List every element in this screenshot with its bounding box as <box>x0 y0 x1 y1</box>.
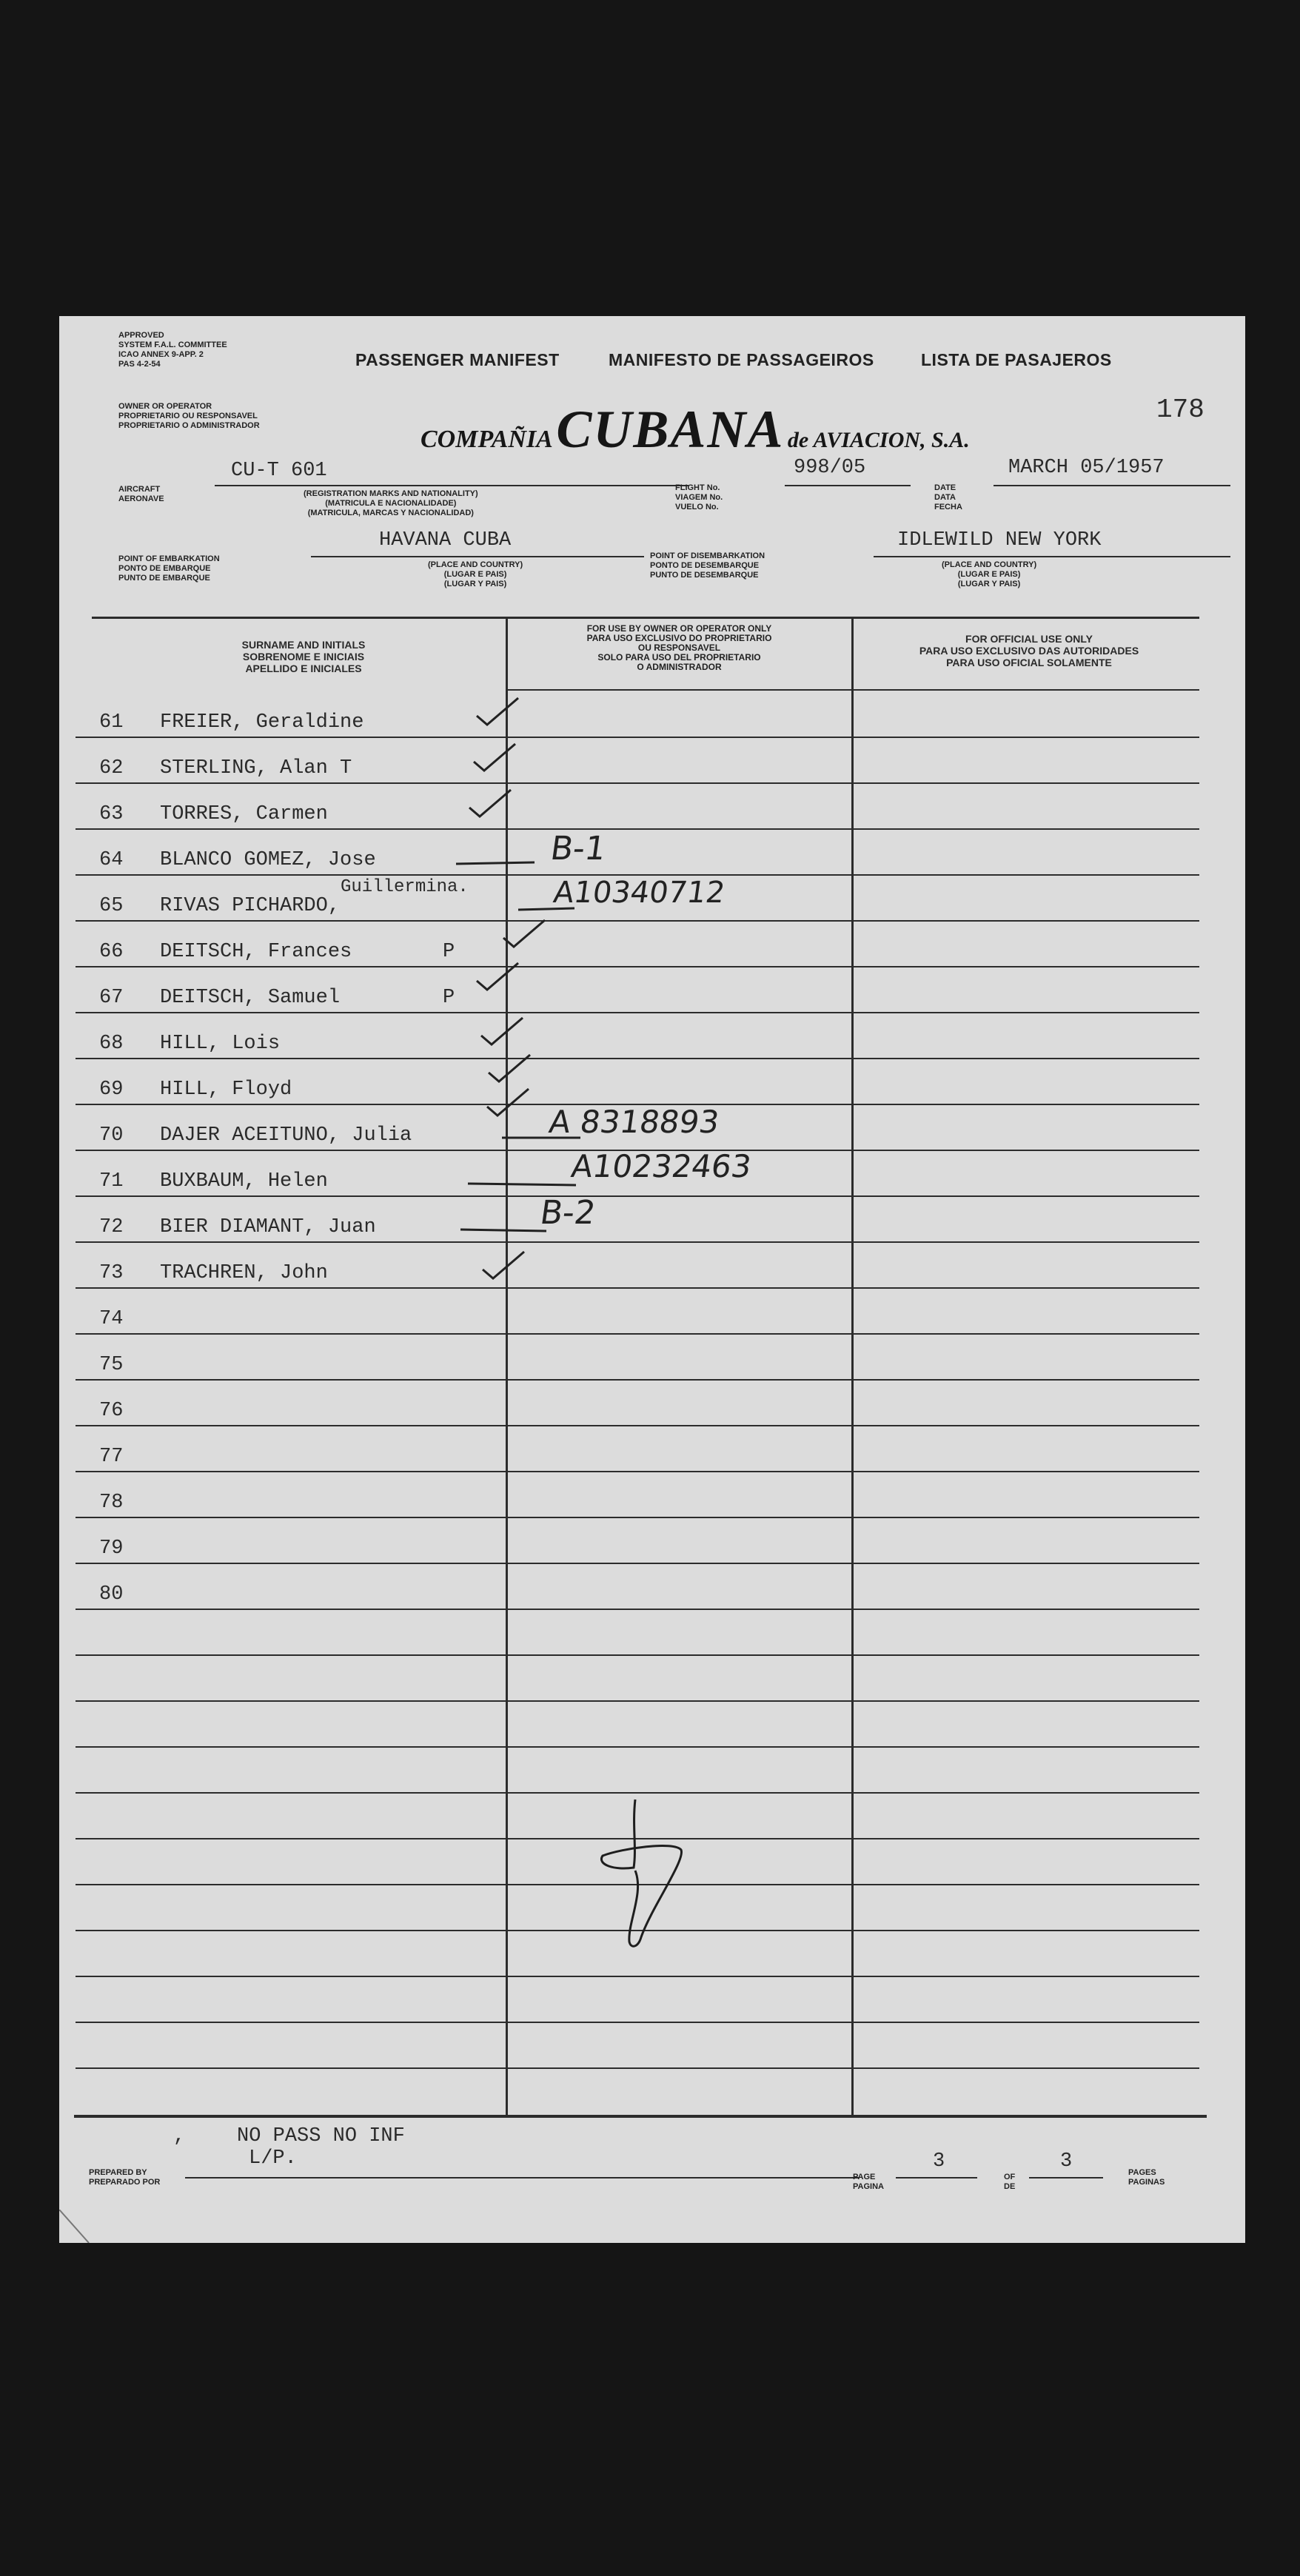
flight-label-line: FLIGHT No. <box>675 483 720 492</box>
row-number: 68 <box>99 1033 124 1055</box>
passenger-row <box>99 1583 144 1606</box>
pages-label-line: PAGINAS <box>1128 2178 1165 2187</box>
row-number: 80 <box>99 1583 124 1606</box>
aircraft-value: CU-T 601 <box>231 460 327 482</box>
disembark-underline <box>874 556 1230 557</box>
page-label-line: PAGINA <box>853 2182 884 2191</box>
date-label <box>934 483 962 512</box>
owner-label-line: OWNER OR OPERATOR <box>118 402 212 411</box>
passenger-name: STERLING, Alan T <box>160 757 352 779</box>
flight-value: 998/05 <box>794 457 866 479</box>
page-value-line <box>896 2177 977 2178</box>
passenger-name: BLANCO GOMEZ, Jose <box>160 849 376 871</box>
row-rule <box>76 966 1199 967</box>
row-rule <box>76 1746 1199 1748</box>
row-number: 72 <box>99 1216 124 1238</box>
approval-line: APPROVED <box>118 331 164 340</box>
names-header-line: SURNAME AND INITIALS <box>241 639 366 651</box>
passenger-name: DAJER ACEITUNO, Julia <box>160 1124 412 1147</box>
row-rule <box>76 782 1199 784</box>
folded-corner <box>59 2210 96 2243</box>
table-bottom-rule <box>74 2115 1207 2118</box>
column-divider-1 <box>506 618 508 2118</box>
official-header-line: FOR OFFICIAL USE ONLY <box>965 633 1093 645</box>
passenger-row <box>99 1537 144 1560</box>
passenger-name: BUXBAUM, Helen <box>160 1170 328 1193</box>
official-header-line: PARA USO OFICIAL SOLAMENTE <box>946 657 1112 668</box>
row-rule <box>76 1425 1199 1426</box>
row-rule <box>76 1195 1199 1197</box>
check-mark-icon <box>466 787 514 819</box>
official-use-column-header <box>859 633 1199 668</box>
date-value: MARCH 05/1957 <box>1008 457 1165 479</box>
approval-block <box>118 331 227 369</box>
disembark-label-line: POINT OF DISEMBARKATION <box>650 551 765 560</box>
place-caption-line: (LUGAR Y PAIS) <box>957 580 1021 588</box>
disembark-label-line: PUNTO DE DESEMBARQUE <box>650 571 759 580</box>
row-rule <box>76 1563 1199 1564</box>
row-rule <box>76 1333 1199 1335</box>
check-mark-icon <box>486 1052 533 1084</box>
check-mark-icon <box>480 1249 527 1281</box>
row-rule <box>76 1471 1199 1472</box>
disembark-label <box>650 551 765 580</box>
place-caption-line: (LUGAR E PAIS) <box>957 570 1021 579</box>
registration-caption-line: (MATRICULA, MARCAS Y NACIONALIDAD) <box>307 509 474 517</box>
pages-label <box>1128 2168 1165 2187</box>
embark-label <box>118 554 220 583</box>
owner-header-line: OU RESPONSAVEL <box>637 643 721 653</box>
embark-label-line: PONTO DE EMBARQUE <box>118 564 211 573</box>
handwritten-note: A10340712 <box>551 876 728 910</box>
row-number: 74 <box>99 1308 124 1330</box>
row-rule <box>76 1379 1199 1381</box>
prepared-label-line: PREPARADO POR <box>89 2178 161 2187</box>
passenger-row <box>99 895 499 917</box>
row-number: 67 <box>99 987 124 1009</box>
row-number: 69 <box>99 1079 124 1101</box>
row-number: 76 <box>99 1400 124 1422</box>
row-rule <box>76 737 1199 738</box>
passenger-name: HILL, Floyd <box>160 1079 292 1101</box>
place-caption-line: (LUGAR E PAIS) <box>443 570 507 579</box>
row-number: 75 <box>99 1354 124 1376</box>
passenger-name: DEITSCH, Samuel <box>160 987 341 1009</box>
page-value: 3 <box>933 2150 945 2173</box>
passenger-row <box>99 711 499 734</box>
row-number: 66 <box>99 941 124 963</box>
passenger-row <box>99 1124 499 1147</box>
column-divider-2 <box>851 618 854 2118</box>
date-underline <box>994 485 1230 486</box>
embark-value: HAVANA CUBA <box>379 529 512 551</box>
row-rule <box>76 2022 1199 2023</box>
passenger-name: RIVAS PICHARDO, <box>160 895 341 917</box>
row-rule <box>76 1241 1199 1243</box>
flight-underline <box>785 485 911 486</box>
row-number: 79 <box>99 1537 124 1560</box>
prepared-by-label <box>89 2168 160 2187</box>
aircraft-label-line: AERONAVE <box>118 494 164 503</box>
of-label <box>1004 2173 1015 2192</box>
row-number: 61 <box>99 711 124 734</box>
passenger-row <box>99 1216 499 1238</box>
passenger-name: BIER DIAMANT, Juan <box>160 1216 376 1238</box>
row-number: 73 <box>99 1262 124 1284</box>
place-caption-line: (PLACE AND COUNTRY) <box>942 560 1037 569</box>
page-label <box>853 2173 884 2192</box>
place-caption-line: (PLACE AND COUNTRY) <box>428 560 523 569</box>
row-rule <box>76 920 1199 922</box>
owner-header-rule <box>507 689 851 691</box>
passenger-row <box>99 941 499 963</box>
names-column-header <box>141 639 466 674</box>
table-top-rule <box>92 617 1199 619</box>
prepared-by-line <box>185 2177 859 2178</box>
registration-caption-line: (REGISTRATION MARKS AND NATIONALITY) <box>304 489 478 498</box>
official-header-line: PARA USO EXCLUSIVO DAS AUTORIDADES <box>919 645 1139 657</box>
passenger-name: TORRES, Carmen <box>160 803 328 825</box>
passenger-row <box>99 1400 144 1422</box>
passenger-flag: P <box>443 987 455 1009</box>
owner-header-line: FOR USE BY OWNER OR OPERATOR ONLY <box>586 623 772 634</box>
of-value-line <box>1029 2177 1103 2178</box>
owner-label <box>118 402 260 431</box>
passenger-name: FREIER, Geraldine <box>160 711 364 734</box>
flight-label <box>675 483 723 512</box>
row-number: 62 <box>99 757 124 779</box>
check-mark-icon <box>484 1086 532 1118</box>
passenger-flag: P <box>443 941 455 963</box>
title-spanish: LISTA DE PASAJEROS <box>921 350 1112 369</box>
check-mark-icon <box>474 695 521 728</box>
owner-header-line: SOLO PARA USO DEL PROPRIETARIO <box>597 652 761 663</box>
footer-comma: , <box>173 2125 186 2147</box>
title-portuguese: MANIFESTO DE PASSAGEIROS <box>609 350 874 369</box>
passenger-row <box>99 849 499 871</box>
owner-use-column-header <box>511 624 848 672</box>
passenger-row <box>99 1079 499 1101</box>
passenger-name: DEITSCH, Frances <box>160 941 352 963</box>
embark-label-line: PUNTO DE EMBARQUE <box>118 574 210 583</box>
row-rule <box>76 1287 1199 1289</box>
dash-mark-icon <box>455 856 536 871</box>
aircraft-label <box>118 485 164 504</box>
signature-scribble <box>592 1797 688 1952</box>
names-header-line: APELLIDO E INICIALES <box>245 663 362 674</box>
owner-label-line: PROPRIETARIO OU RESPONSAVEL <box>118 412 258 420</box>
check-mark-icon <box>471 741 518 774</box>
date-label-line: DATA <box>934 493 956 502</box>
logo-main: CUBANA <box>556 400 785 459</box>
row-rule <box>76 1609 1199 1610</box>
row-rule <box>76 1517 1199 1518</box>
embark-place-caption <box>428 560 523 589</box>
handwritten-note: A 8318893 <box>546 1104 722 1140</box>
owner-label-line: PROPRIETARIO O ADMINISTRADOR <box>118 421 260 430</box>
passenger-row <box>99 803 499 825</box>
aircraft-label-line: AIRCRAFT <box>118 485 161 494</box>
approval-line: SYSTEM F.A.L. COMMITTEE <box>118 341 227 349</box>
flight-label-line: VIAGEM No. <box>675 493 723 502</box>
row-rule <box>76 1976 1199 1977</box>
remark-line-2: L/P. <box>249 2147 297 2170</box>
disembark-place-caption <box>942 560 1036 589</box>
owner-header-line: O ADMINISTRADOR <box>637 662 722 672</box>
of-label-line: OF <box>1004 2173 1016 2181</box>
check-mark-icon <box>500 917 548 950</box>
passenger-name: HILL, Lois <box>160 1033 281 1055</box>
owner-header-line: PARA USO EXCLUSIVO DO PROPRIETARIO <box>586 633 772 643</box>
dash-mark-icon <box>459 1224 548 1238</box>
approval-line: ICAO ANNEX 9-APP. 2 <box>118 350 204 359</box>
page-label-line: PAGE <box>853 2173 876 2181</box>
registration-caption-line: (MATRICULA E NACIONALIDADE) <box>325 499 457 508</box>
passenger-name-continuation: Guillermina. <box>341 877 469 897</box>
manifest-sheet <box>59 316 1245 2243</box>
logo-suffix: de AVIACION, S.A. <box>787 428 970 452</box>
passenger-row <box>99 1446 144 1468</box>
remark-line-1: NO PASS NO INF <box>237 2125 405 2147</box>
passenger-row <box>99 1170 499 1193</box>
registration-caption <box>304 489 478 518</box>
passenger-row <box>99 1354 144 1376</box>
dash-mark-icon <box>466 1178 577 1193</box>
passenger-row <box>99 1262 499 1284</box>
airline-logo <box>421 399 970 460</box>
passenger-row <box>99 1492 144 1514</box>
row-number: 63 <box>99 803 124 825</box>
row-rule <box>76 1058 1199 1059</box>
place-caption-line: (LUGAR Y PAIS) <box>443 580 507 588</box>
prepared-label-line: PREPARED BY <box>89 2168 147 2177</box>
official-header-rule <box>853 689 1199 691</box>
handwritten-note: B-1 <box>548 830 609 868</box>
page-number: 178 <box>1156 395 1204 425</box>
passenger-row <box>99 987 499 1009</box>
title-english: PASSENGER MANIFEST <box>355 350 560 369</box>
of-value: 3 <box>1060 2150 1073 2173</box>
row-rule <box>76 1700 1199 1702</box>
row-number: 64 <box>99 849 124 871</box>
passenger-row <box>99 757 499 779</box>
date-label-line: FECHA <box>934 503 962 511</box>
passenger-row <box>99 1033 499 1055</box>
approval-line: PAS 4-2-54 <box>118 360 161 369</box>
names-header-line: SOBRENOME E INICIAIS <box>242 651 365 663</box>
handwritten-note: B-2 <box>537 1194 598 1232</box>
row-rule <box>76 828 1199 830</box>
embark-label-line: POINT OF EMBARKATION <box>118 554 220 563</box>
row-number: 70 <box>99 1124 124 1147</box>
logo-prefix: COMPAÑIA <box>421 426 553 453</box>
passenger-name: TRACHREN, John <box>160 1262 328 1284</box>
pages-label-line: PAGES <box>1128 2168 1156 2177</box>
row-rule <box>76 1654 1199 1656</box>
row-number: 78 <box>99 1492 124 1514</box>
aircraft-underline <box>215 485 688 486</box>
row-rule <box>76 1792 1199 1794</box>
check-mark-icon <box>474 960 521 993</box>
handwritten-note: A10232463 <box>569 1148 754 1184</box>
row-number: 77 <box>99 1446 124 1468</box>
passenger-row <box>99 1308 144 1330</box>
of-label-line: DE <box>1004 2182 1016 2191</box>
check-mark-icon <box>478 1015 526 1047</box>
disembark-label-line: PONTO DE DESEMBARQUE <box>650 561 760 570</box>
row-rule <box>76 2067 1199 2069</box>
row-number: 65 <box>99 895 124 917</box>
embark-underline <box>311 556 644 557</box>
row-number: 71 <box>99 1170 124 1193</box>
disembark-value: IDLEWILD NEW YORK <box>897 529 1102 551</box>
flight-label-line: VUELO No. <box>675 503 719 511</box>
row-rule <box>76 1012 1199 1013</box>
date-label-line: DATE <box>934 483 956 492</box>
